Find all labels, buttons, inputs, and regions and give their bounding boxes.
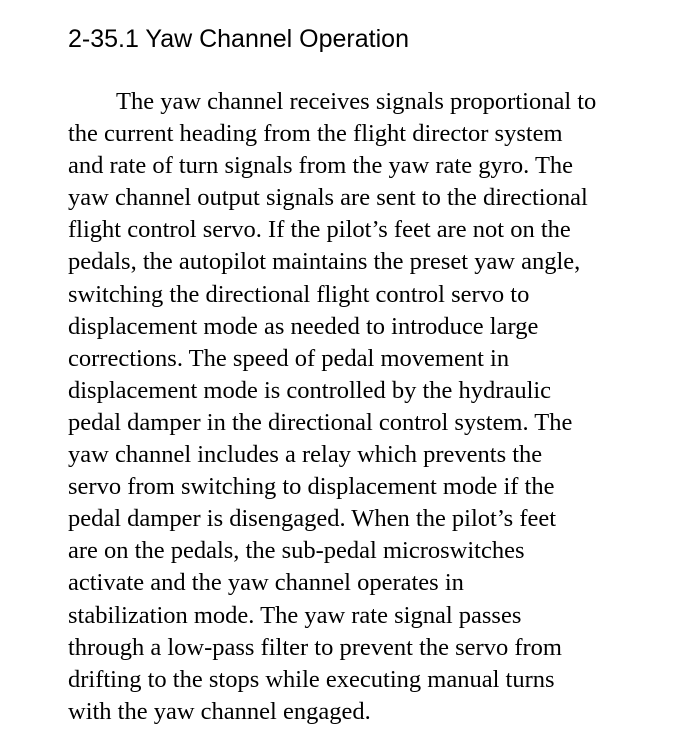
paragraph-line: activate and the yaw channel operates in: [68, 569, 464, 597]
paragraph-line: stabilization mode. The yaw rate signal passes: [68, 601, 522, 629]
paragraph-line: drifting to the stops while executing manual turns: [68, 665, 555, 693]
paragraph-line: yaw channel output signals are sent to the directional: [68, 184, 588, 212]
paragraph-line: pedal damper is disengaged. When the pilot’s feet: [68, 505, 557, 533]
paragraph-line: pedals, the autopilot maintains the preset yaw angle,: [68, 248, 581, 276]
paragraph-line: through a low-pass filter to prevent the servo from: [68, 633, 562, 661]
paragraph-line: the current heading from the flight director system: [68, 120, 563, 148]
paragraph-line: with the yaw channel engaged.: [68, 697, 371, 725]
paragraph-line: servo from switching to displacement mode if the: [68, 473, 555, 501]
paragraph-line: yaw channel includes a relay which prevents the: [68, 441, 543, 469]
paragraph-line: switching the directional flight control servo to: [68, 280, 530, 308]
paragraph-line: displacement mode as needed to introduce large: [68, 312, 539, 340]
paragraph-line: pedal damper in the directional control system. The: [68, 408, 573, 436]
paragraph-line: flight control servo. If the pilot’s feet are not on the: [68, 216, 571, 244]
paragraph-line: The yaw channel receives signals proportional to: [116, 88, 597, 115]
paragraph-line: and rate of turn signals from the yaw rate gyro. The: [68, 152, 574, 180]
body-paragraph: [68, 86, 668, 728]
section-heading: 2-35.1 Yaw Channel Operation: [68, 25, 409, 53]
paragraph-line: corrections. The speed of pedal movement in: [68, 344, 510, 372]
paragraph-line: are on the pedals, the sub-pedal microswitches: [68, 537, 525, 565]
paragraph-line: displacement mode is controlled by the hydraulic: [68, 376, 552, 404]
